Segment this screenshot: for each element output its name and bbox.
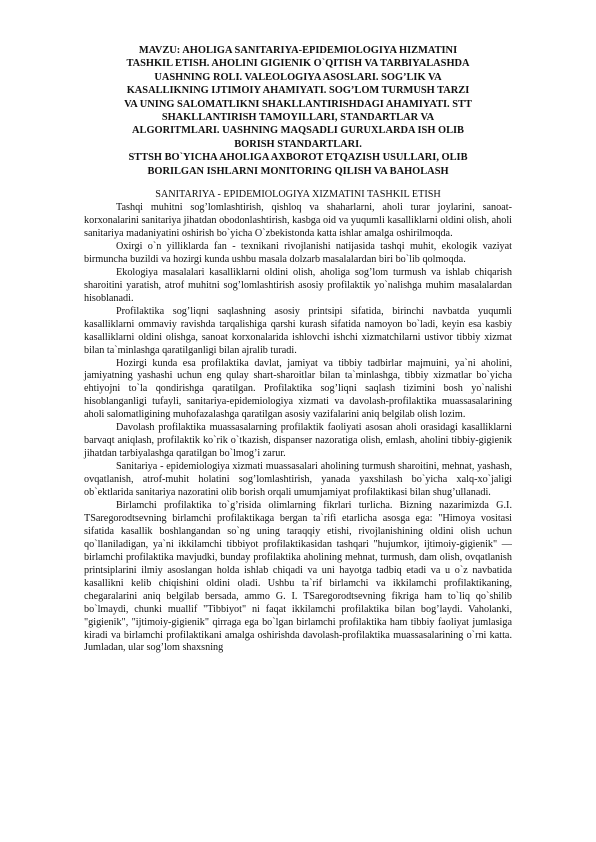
paragraph: Ekologiya masalalari kasalliklarni oldini olish, aholiga sog’lom turmush va ishlab chiqarish sharoitini yaratish, atrof muhitni sog’lomlashtirish asosiy profilaktik yo`nalishga muhim masalalardan hisoblanadi. (84, 266, 512, 304)
title-line: ALGORITMLARI. UASHNING MAQSADLI GURUXLARDA ISH OLIB (132, 125, 464, 137)
paragraph: Sanitariya - epidemiologiya xizmati muassasalari aholining turmush sharoitini, mehnat, yashash, ovqatlanish, atrof-muhit holatini sog’lomlashtirish, yanada yaxshilash bo`yicha xalq-xo`jaligi ob`ektlarida sanitariya nazoratini olib borish orqali umumjamiyat profilaktikasi bilan shug’ullanadi. (84, 461, 512, 499)
document-title (84, 44, 512, 178)
title-line: BORILGAN ISHLARNI MONITORING QILISH VA BAHOLASH (147, 165, 449, 177)
paragraph: Davolash profilaktika muassasalarning profilaktik faoliyati asosan aholi orasidagi kasalliklarni barvaqt aniqlash, profilaktik ko`rik o`tkazish, dispanser nazoratiga olish, emlash, aholini tibbiy-gigienik jihatdan tarbiyalashga qaratilgan bo`lmog’i zarur. (84, 422, 512, 460)
title-line: VA UNING SALOMATLIKNI SHAKLLANTIRISHDAGI AHAMIYATI. STT (124, 98, 472, 110)
paragraph: Tashqi muhitni sog’lomlashtirish, qishloq va shaharlarni, aholi turar joylarini, sanoat-korxonalarini sanitariya jihatdan obodonlashtirish, kasbga oid va yuqumli kasalliklarni oldini olish, aholi sanitariya madaniyatini oshirish bo`yicha O`zbekistonda katta ishlar amalga oshirilmoqda. (84, 202, 512, 239)
paragraph: Profilaktika sog’liqni saqlashning asosiy printsipi sifatida, birinchi navbatda yuqumli kasalliklarni ommaviy ravishda tarqalishiga qarshi kurash sifatida namoyon bo`ladi, keyin esa kasbiy kasalliklarni oldini olishga, sanoat korxonalarida ishlovchi ishchi xizmatchilarni ustivor tibbiy xizmat bilan ta`minlashga qaratilganligi bilan ajralib turadi. (84, 305, 512, 356)
paragraph: Birlamchi profilaktika to`g’risida olimlarning fikrlari turlicha. Bizning nazarimizda G.I. TSaregorodtsevning birlamchi profilaktikaga bergan ta`rifi etarlicha asosga ega: "Himoya vositasi sifatida kasallik boshlangandan so`ng uning taraqqiy etishi, rivojlanishining oldini olish uchun qo`llaniladigan, ya`ni ikkilamchi tibbiyot profilaktikasidan tashqari "hujumkor, ijtimoiy-gigienik" — birlamchi profilaktika mavjudki, bunday profilaktika aholining mehnat, turmush, dam olish, ovqatlanish printsiplarini ilmiy asoslangan holda ishlab chiqadi va uni hayotga tadbiq etadi va u o`z navbatida kasallikni kelib chiqishini oldini oladi. Ushbu ta`rif birlamchi va ikkilamchi profilaktikaning, chegaralarini aniq belgilab bersada, ammo G. I. TSaregorodtsevning fikriga ham to`liq qo`shilib bo`lmaydi, chunki muallif "Tibbiyot" ni faqat ikkilamchi profilaktika bilan bog’laydi. Vaholanki, "gigienik", "ijtimoiy-gigienik" qirraga ega bo`lgan birlamchi profilaktika ham tibbiy faoliyat jumlasiga kiradi va birlamchi profilaktikani amalga oshirishda davolash-profilaktika muassasalarining o`rni katta. Jumladan, ular sog’lom shaxsning (84, 499, 512, 654)
title-line: TASHKIL ETISH. AHOLINI GIGIENIK O`QITISH VA TARBIYALASHDA (126, 58, 470, 70)
title-line: BORISH STANDARTLARI. (234, 138, 362, 150)
section-heading: SANITARIYA - EPIDEMIOLOGIYA XIZMATINI TASHKIL ETISH (155, 189, 441, 201)
paragraph: Hozirgi kunda esa profilaktika davlat, jamiyat va tibbiy tadbirlar majmuini, ya`ni aholini, jamiyatning yashashi uchun eng qulay shart-sharoitlar bilan ta`minlashga, tibbiy xizmatlar bo`yicha ehtiyojni to`la qondirishga qaratilgan. Profilaktika sog’liqni saqlash tizimini bosh yo`nalishi hisoblanganligi tufayli, sanitariya-epidemiologiya xizmati va davolash-profilaktika muassasalarining aholi salomatligining muhofazalashga qaratilgan asosiy vazifalarini aniq belgilab olish lozim. (84, 357, 512, 421)
title-line: UASHNING ROLI. VALEOLOGIYA ASOSLARI. SOG’LIK VA (154, 71, 442, 83)
title-line: SHAKLLANTIRISH TAMOYILLARI, STANDARTLAR VA (161, 112, 435, 124)
paragraph: Oxirgi o`n yilliklarda fan - texnikani rivojlanishi natijasida tashqi muhit, ekologik vaziyat birmuncha buzildi va hozirgi kunda ushbu masala dolzarb masalalardan biri bo`lib qolmoqda. (84, 240, 512, 265)
title-line: KASALLIKNING IJTIMOIY AHAMIYATI. SOG’LOM TURMUSH TARZI (126, 85, 470, 97)
title-line: MAVZU: AHOLIGA SANITARIYA-EPIDEMIOLOGIYA HIZMATINI (138, 45, 458, 56)
title-line: STTSH BO`YICHA AHOLIGA AXBOROT ETQAZISH USULLARI, OLIB (128, 152, 468, 164)
